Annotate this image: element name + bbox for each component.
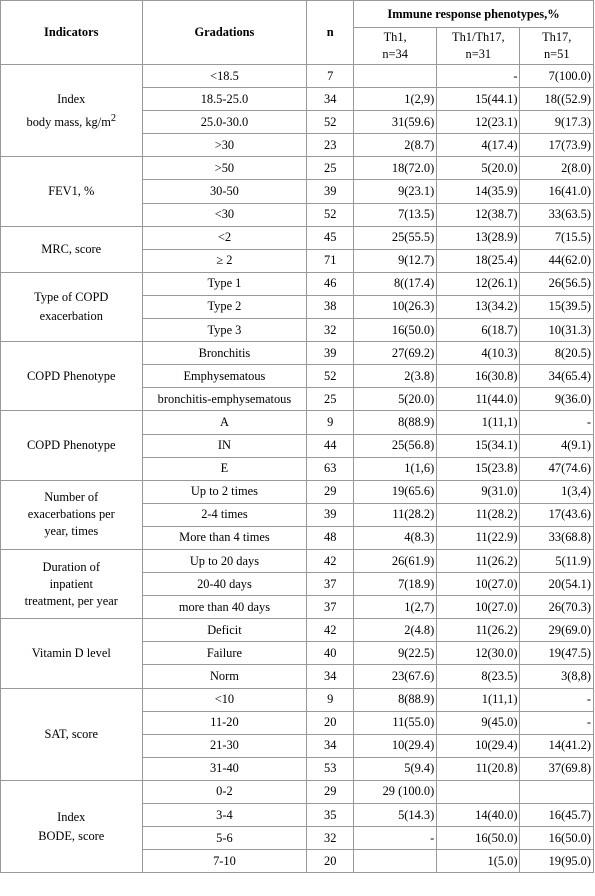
th17-cell: - — [520, 688, 594, 711]
gradation-cell: >50 — [142, 157, 307, 180]
table-row — [1, 65, 594, 88]
th17-cell: 10(31.3) — [520, 319, 594, 342]
th17-cell: 9(36.0) — [520, 388, 594, 411]
n-cell: 7 — [307, 65, 354, 88]
n-cell: 34 — [307, 665, 354, 688]
indicator-label: COPD Phenotype — [27, 438, 116, 453]
th1-cell: 25(55.5) — [354, 226, 437, 249]
th17-cell: 15(39.5) — [520, 295, 594, 318]
gradation-cell: 3-4 — [142, 804, 307, 827]
th1-cell: 4(8.3) — [354, 526, 437, 549]
gradation-cell: Type 2 — [142, 295, 307, 318]
indicator-cell — [1, 688, 143, 780]
header-th1th17-name: Th1/Th17, — [452, 30, 505, 44]
th17-cell: 19(47.5) — [520, 642, 594, 665]
th1-cell: 1(1,6) — [354, 457, 437, 480]
n-cell: 37 — [307, 573, 354, 596]
th1th17-cell: 13(34.2) — [437, 295, 520, 318]
th17-cell: 2(8.0) — [520, 157, 594, 180]
th1th17-cell — [437, 780, 520, 803]
gradation-cell: Norm — [142, 665, 307, 688]
th1-cell: 2(4.8) — [354, 619, 437, 642]
gradation-cell: Emphysematous — [142, 365, 307, 388]
indicator-cell — [1, 619, 143, 688]
n-cell: 38 — [307, 295, 354, 318]
th17-cell: 4(9.1) — [520, 434, 594, 457]
indicator-label: Index — [57, 809, 86, 824]
indicator-label: Vitamin D level — [31, 645, 111, 660]
gradation-cell: 25.0-30.0 — [142, 111, 307, 134]
gradation-cell: 2-4 times — [142, 503, 307, 526]
th1th17-cell: 14(35.9) — [437, 180, 520, 203]
gradation-cell: 11-20 — [142, 711, 307, 734]
gradation-cell: Up to 20 days — [142, 549, 307, 572]
indicator-label: Type of COPD — [34, 289, 109, 304]
th1th17-cell: 6(18.7) — [437, 319, 520, 342]
th1th17-cell: 12(30.0) — [437, 642, 520, 665]
th1th17-cell: 14(40.0) — [437, 804, 520, 827]
th17-cell: 7(100.0) — [520, 65, 594, 88]
th1th17-cell: 10(29.4) — [437, 734, 520, 757]
th1-cell: 11(55.0) — [354, 711, 437, 734]
th17-cell: 16(41.0) — [520, 180, 594, 203]
th1-cell: 16(50.0) — [354, 319, 437, 342]
th1th17-cell: - — [437, 65, 520, 88]
indicator-cell — [1, 65, 143, 157]
indicator-label: Number of — [44, 490, 99, 505]
th17-cell: 47(74.6) — [520, 457, 594, 480]
header-n: n — [307, 1, 354, 65]
indicator-label: MRC, score — [41, 241, 102, 256]
th1th17-cell: 1(11,1) — [437, 411, 520, 434]
header-gradations: Gradations — [142, 1, 307, 65]
n-cell: 48 — [307, 526, 354, 549]
th1th17-cell: 16(50.0) — [437, 827, 520, 850]
n-cell: 9 — [307, 411, 354, 434]
th1-cell: 7(13.5) — [354, 203, 437, 226]
n-cell: 20 — [307, 711, 354, 734]
th17-cell: 1(3,4) — [520, 480, 594, 503]
th1th17-cell: 13(28.9) — [437, 226, 520, 249]
table-row — [1, 411, 594, 434]
indicator-label: treatment, per year — [24, 593, 118, 608]
table-row — [1, 342, 594, 365]
th1th17-cell: 1(5.0) — [437, 850, 520, 873]
th1th17-cell: 9(45.0) — [437, 711, 520, 734]
th1-cell: 31(59.6) — [354, 111, 437, 134]
th17-cell: 3(8,8) — [520, 665, 594, 688]
th17-cell: 8(20.5) — [520, 342, 594, 365]
gradation-cell: Bronchitis — [142, 342, 307, 365]
indicator-cell — [1, 342, 143, 411]
gradation-cell: 31-40 — [142, 757, 307, 780]
indicator-label: Duration of — [42, 559, 100, 574]
th1th17-cell: 4(17.4) — [437, 134, 520, 157]
table-row — [1, 226, 594, 249]
indicator-label: body mass, kg/m — [26, 114, 111, 129]
gradation-cell: 7-10 — [142, 850, 307, 873]
n-cell: 39 — [307, 180, 354, 203]
th1th17-cell: 11(44.0) — [437, 388, 520, 411]
n-cell: 25 — [307, 157, 354, 180]
n-cell: 39 — [307, 342, 354, 365]
n-cell: 63 — [307, 457, 354, 480]
th17-cell: 18((52.9) — [520, 88, 594, 111]
gradation-cell: Deficit — [142, 619, 307, 642]
n-cell: 45 — [307, 226, 354, 249]
table-header-row — [1, 1, 594, 28]
table-row — [1, 780, 594, 803]
th1-cell: 19(65.6) — [354, 480, 437, 503]
th1th17-cell: 10(27.0) — [437, 573, 520, 596]
gradation-cell: 21-30 — [142, 734, 307, 757]
gradation-cell: 20-40 days — [142, 573, 307, 596]
th17-cell: 33(68.8) — [520, 526, 594, 549]
n-cell: 32 — [307, 319, 354, 342]
th17-cell: 34(65.4) — [520, 365, 594, 388]
th1th17-cell: 11(26.2) — [437, 619, 520, 642]
indicator-cell — [1, 780, 143, 872]
indicator-label: inpatient — [49, 576, 93, 591]
th1th17-cell: 8(23.5) — [437, 665, 520, 688]
gradation-cell: More than 4 times — [142, 526, 307, 549]
th1-cell: 11(28.2) — [354, 503, 437, 526]
indicator-label: year, times — [44, 524, 99, 539]
indicator-label: exacerbations per — [27, 507, 115, 522]
n-cell: 9 — [307, 688, 354, 711]
header-th1 — [354, 28, 437, 65]
th1-cell: 8(88.9) — [354, 688, 437, 711]
th1-cell: 10(26.3) — [354, 295, 437, 318]
header-th17-name: Th17, — [542, 30, 572, 44]
table-row — [1, 619, 594, 642]
th1-cell: 26(61.9) — [354, 549, 437, 572]
gradation-cell: 30-50 — [142, 180, 307, 203]
indicator-label: Index — [57, 91, 86, 106]
header-th1-name: Th1, — [383, 30, 407, 44]
header-th1-count: n=34 — [382, 47, 408, 61]
header-th1th17 — [437, 28, 520, 65]
th1-cell: 2(3.8) — [354, 365, 437, 388]
th1-cell: 5(14.3) — [354, 804, 437, 827]
th1-cell: 8(88.9) — [354, 411, 437, 434]
th17-cell: 33(63.5) — [520, 203, 594, 226]
th1th17-cell: 12(26.1) — [437, 272, 520, 295]
n-cell: 42 — [307, 549, 354, 572]
th1-cell: 23(67.6) — [354, 665, 437, 688]
table-row — [1, 480, 594, 503]
th17-cell: 20(54.1) — [520, 573, 594, 596]
header-th17 — [520, 28, 594, 65]
gradation-cell: <2 — [142, 226, 307, 249]
th17-cell: 19(95.0) — [520, 850, 594, 873]
th17-cell: - — [520, 711, 594, 734]
th1th17-cell: 11(28.2) — [437, 503, 520, 526]
th17-cell: 14(41.2) — [520, 734, 594, 757]
table-row — [1, 157, 594, 180]
header-phenotypes: Immune response phenotypes,% — [354, 1, 594, 28]
th1-cell: 8((17.4) — [354, 272, 437, 295]
indicator-label: exacerbation — [39, 308, 103, 323]
gradation-cell: 5-6 — [142, 827, 307, 850]
th1-cell: 10(29.4) — [354, 734, 437, 757]
n-cell: 37 — [307, 596, 354, 619]
indicator-label: FEV1, % — [48, 184, 95, 199]
th1-cell: 1(2,7) — [354, 596, 437, 619]
th1th17-cell: 11(26.2) — [437, 549, 520, 572]
th17-cell: 17(43.6) — [520, 503, 594, 526]
th1-cell: 29 (100.0) — [354, 780, 437, 803]
gradation-cell: E — [142, 457, 307, 480]
th1-cell: - — [354, 827, 437, 850]
th1th17-cell: 15(23.8) — [437, 457, 520, 480]
n-cell: 20 — [307, 850, 354, 873]
n-cell: 42 — [307, 619, 354, 642]
n-cell: 52 — [307, 365, 354, 388]
th1-cell — [354, 65, 437, 88]
th1th17-cell: 11(20.8) — [437, 757, 520, 780]
indicator-cell — [1, 272, 143, 341]
th17-cell: 44(62.0) — [520, 249, 594, 272]
gradation-cell: Type 1 — [142, 272, 307, 295]
table-row — [1, 549, 594, 572]
th1-cell — [354, 850, 437, 873]
th1-cell: 9(12.7) — [354, 249, 437, 272]
th1th17-cell: 10(27.0) — [437, 596, 520, 619]
n-cell: 25 — [307, 388, 354, 411]
th1-cell: 27(69.2) — [354, 342, 437, 365]
th1-cell: 9(22.5) — [354, 642, 437, 665]
indicator-superscript: 2 — [110, 112, 116, 124]
indicator-cell — [1, 226, 143, 272]
th17-cell: 5(11.9) — [520, 549, 594, 572]
th1-cell: 25(56.8) — [354, 434, 437, 457]
th1-cell: 9(23.1) — [354, 180, 437, 203]
n-cell: 34 — [307, 734, 354, 757]
th1th17-cell: 11(22.9) — [437, 526, 520, 549]
table-body — [1, 65, 594, 873]
th17-cell: 16(45.7) — [520, 804, 594, 827]
th1-cell: 5(9.4) — [354, 757, 437, 780]
th17-cell: 16(50.0) — [520, 827, 594, 850]
table-row — [1, 688, 594, 711]
indicator-cell — [1, 157, 143, 226]
gradation-cell: <18.5 — [142, 65, 307, 88]
gradation-cell: A — [142, 411, 307, 434]
th17-cell: 26(56.5) — [520, 272, 594, 295]
th1-cell: 7(18.9) — [354, 573, 437, 596]
n-cell: 34 — [307, 88, 354, 111]
th1th17-cell: 1(11,1) — [437, 688, 520, 711]
gradation-cell: Type 3 — [142, 319, 307, 342]
indicator-label: SAT, score — [44, 726, 98, 741]
n-cell: 44 — [307, 434, 354, 457]
th1-cell: 18(72.0) — [354, 157, 437, 180]
th1th17-cell: 18(25.4) — [437, 249, 520, 272]
indicator-cell — [1, 549, 143, 618]
th17-cell: 37(69.8) — [520, 757, 594, 780]
gradation-cell: <10 — [142, 688, 307, 711]
gradation-cell: Failure — [142, 642, 307, 665]
n-cell: 32 — [307, 827, 354, 850]
n-cell: 52 — [307, 203, 354, 226]
gradation-cell: <30 — [142, 203, 307, 226]
n-cell: 35 — [307, 804, 354, 827]
th1th17-cell: 15(34.1) — [437, 434, 520, 457]
th1-cell: 1(2,9) — [354, 88, 437, 111]
n-cell: 39 — [307, 503, 354, 526]
th1-cell: 2(8.7) — [354, 134, 437, 157]
th17-cell: 9(17.3) — [520, 111, 594, 134]
n-cell: 46 — [307, 272, 354, 295]
n-cell: 53 — [307, 757, 354, 780]
th1th17-cell: 4(10.3) — [437, 342, 520, 365]
th17-cell: 26(70.3) — [520, 596, 594, 619]
n-cell: 40 — [307, 642, 354, 665]
header-th17-count: n=51 — [543, 47, 570, 61]
gradation-cell: 0-2 — [142, 780, 307, 803]
th1th17-cell: 15(44.1) — [437, 88, 520, 111]
header-indicators: Indicators — [1, 1, 143, 65]
gradation-cell: ≥ 2 — [142, 249, 307, 272]
gradation-cell: >30 — [142, 134, 307, 157]
th1th17-cell: 5(20.0) — [437, 157, 520, 180]
n-cell: 23 — [307, 134, 354, 157]
indicator-cell — [1, 480, 143, 549]
indicator-label: COPD Phenotype — [27, 368, 116, 383]
indicator-cell — [1, 411, 143, 480]
th17-cell: 29(69.0) — [520, 619, 594, 642]
th17-cell: 17(73.9) — [520, 134, 594, 157]
th17-cell: - — [520, 411, 594, 434]
table-row — [1, 272, 594, 295]
th1th17-cell: 16(30.8) — [437, 365, 520, 388]
th17-cell: 7(15.5) — [520, 226, 594, 249]
n-cell: 71 — [307, 249, 354, 272]
header-th1th17-count: n=31 — [465, 47, 492, 61]
indicator-label: BODE, score — [38, 828, 105, 843]
gradation-cell: 18.5-25.0 — [142, 88, 307, 111]
n-cell: 29 — [307, 780, 354, 803]
gradation-cell: bronchitis-emphysematous — [142, 388, 307, 411]
th1th17-cell: 12(38.7) — [437, 203, 520, 226]
th1th17-cell: 12(23.1) — [437, 111, 520, 134]
n-cell: 29 — [307, 480, 354, 503]
n-cell: 52 — [307, 111, 354, 134]
th1th17-cell: 9(31.0) — [437, 480, 520, 503]
th17-cell — [520, 780, 594, 803]
gradation-cell: Up to 2 times — [142, 480, 307, 503]
gradation-cell: IN — [142, 434, 307, 457]
gradation-cell: more than 40 days — [142, 596, 307, 619]
th1-cell: 5(20.0) — [354, 388, 437, 411]
